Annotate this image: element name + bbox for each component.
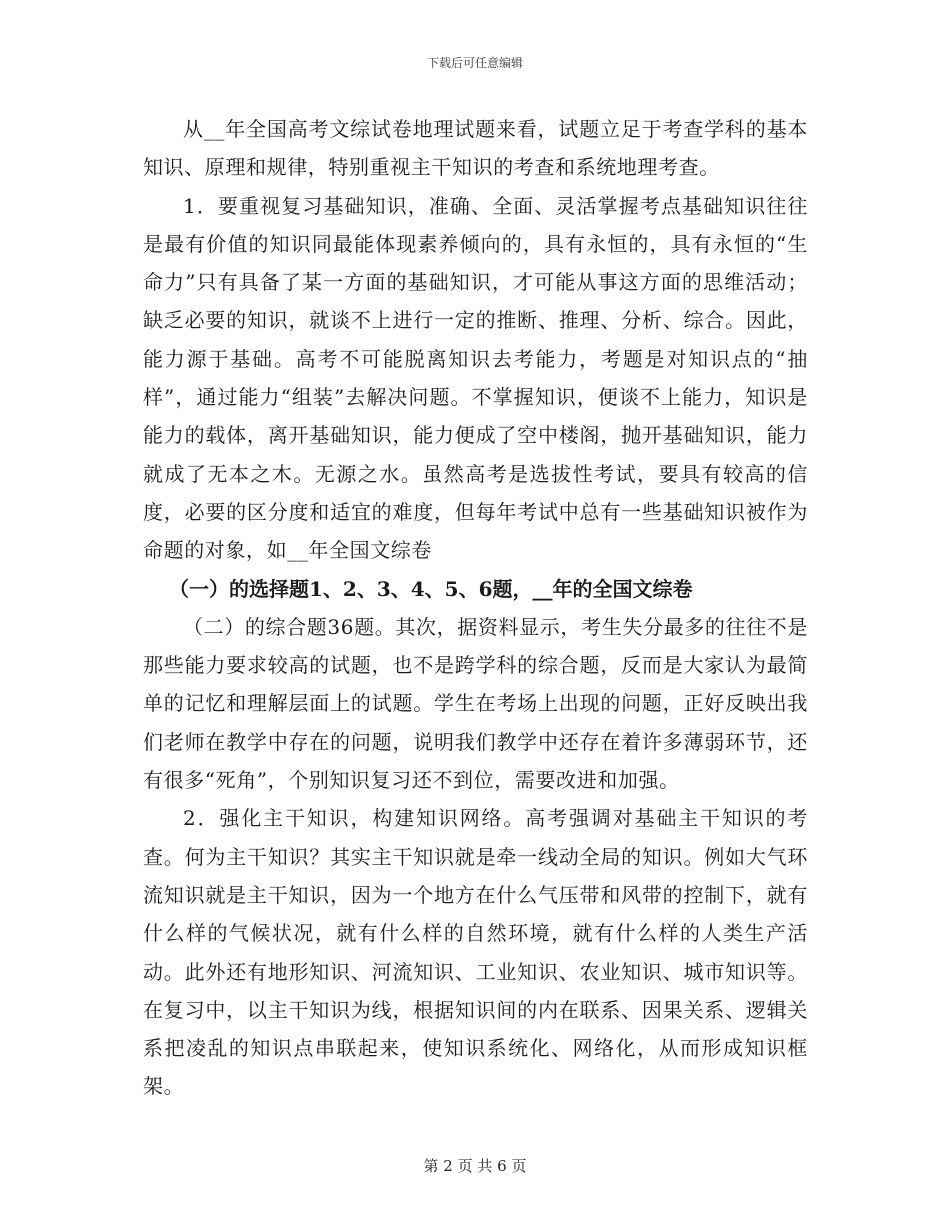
paragraph-intro: 从__年全国高考文综试卷地理试题来看，试题立足于考查学科的基本知识、原理和规律，特别重视主干知识的考查和系统地理考查。 [143, 117, 808, 180]
paragraph-point-1: 1．要重视复习基础知识，准确、全面、灵活掌握考点基础知识往往是最有价值的知识同最能体现素养倾向的，具有永恒的，具有永恒的“生命力”只有具备了某一方面的基础知识，才可能从事这方面的思维活动；缺乏必要的知识，就谈不上进行一定的推断、推理、分析、综合。因此，能力源于基础。高考不可能脱离知识去考能力，考题是对知识点的“抽样”，通过能力“组装”去解决问题。不掌握知识，便谈不上能力，知识是能力的载体，离开基础知识，能力便成了空中楼阁，抛开基础知识，能力就成了无本之木。无源之水。虽然高考是选拔性考试，要具有较高的信度，必要的区分度和适宜的难度，但每年考试中总有一些基础知识被作为命题的对象，如__年全国文综卷 [143, 193, 808, 563]
document-body [143, 110, 808, 1106]
paragraph-point-2: 2．强化主干知识，构建知识网络。高考强调对基础主干知识的考查。何为主干知识？其实主干知识就是牵一线动全局的知识。例如大气环流知识就是主干知识，因为一个地方在什么气压带和风带的控制下，就有什么样的气候状况，就有什么样的自然环境，就有什么样的人类生产活动。此外还有地形知识、河流知识、工业知识、农业知识、城市知识等。在复习中，以主干知识为线，根据知识间的内在联系、因果关系、逻辑关系把凌乱的知识点串联起来，使知识系统化、网络化，从而形成知识框架。 [143, 806, 808, 1099]
page-header: 下载后可任意编辑 [426, 56, 523, 70]
paragraph-bold-line: （一）的选择题1、2、3、4、5、6题，__年的全国文综卷 [169, 576, 693, 601]
paragraph-continuation: （二）的综合题36题。其次，据资料显示，考生失分最多的往往不是那些能力要求较高的试题，也不是跨学科的综合题，反而是大家认为最简单的记忆和理解层面上的试题。学生在考场上出现的问题，正好反映出我们老师在教学中存在的问题，说明我们教学中还存在着许多薄弱环节，还有很多“死角”，个别知识复习还不到位，需要改进和加强。 [143, 614, 808, 793]
page-number: 第 2 页 共 6 页 [423, 1157, 527, 1175]
